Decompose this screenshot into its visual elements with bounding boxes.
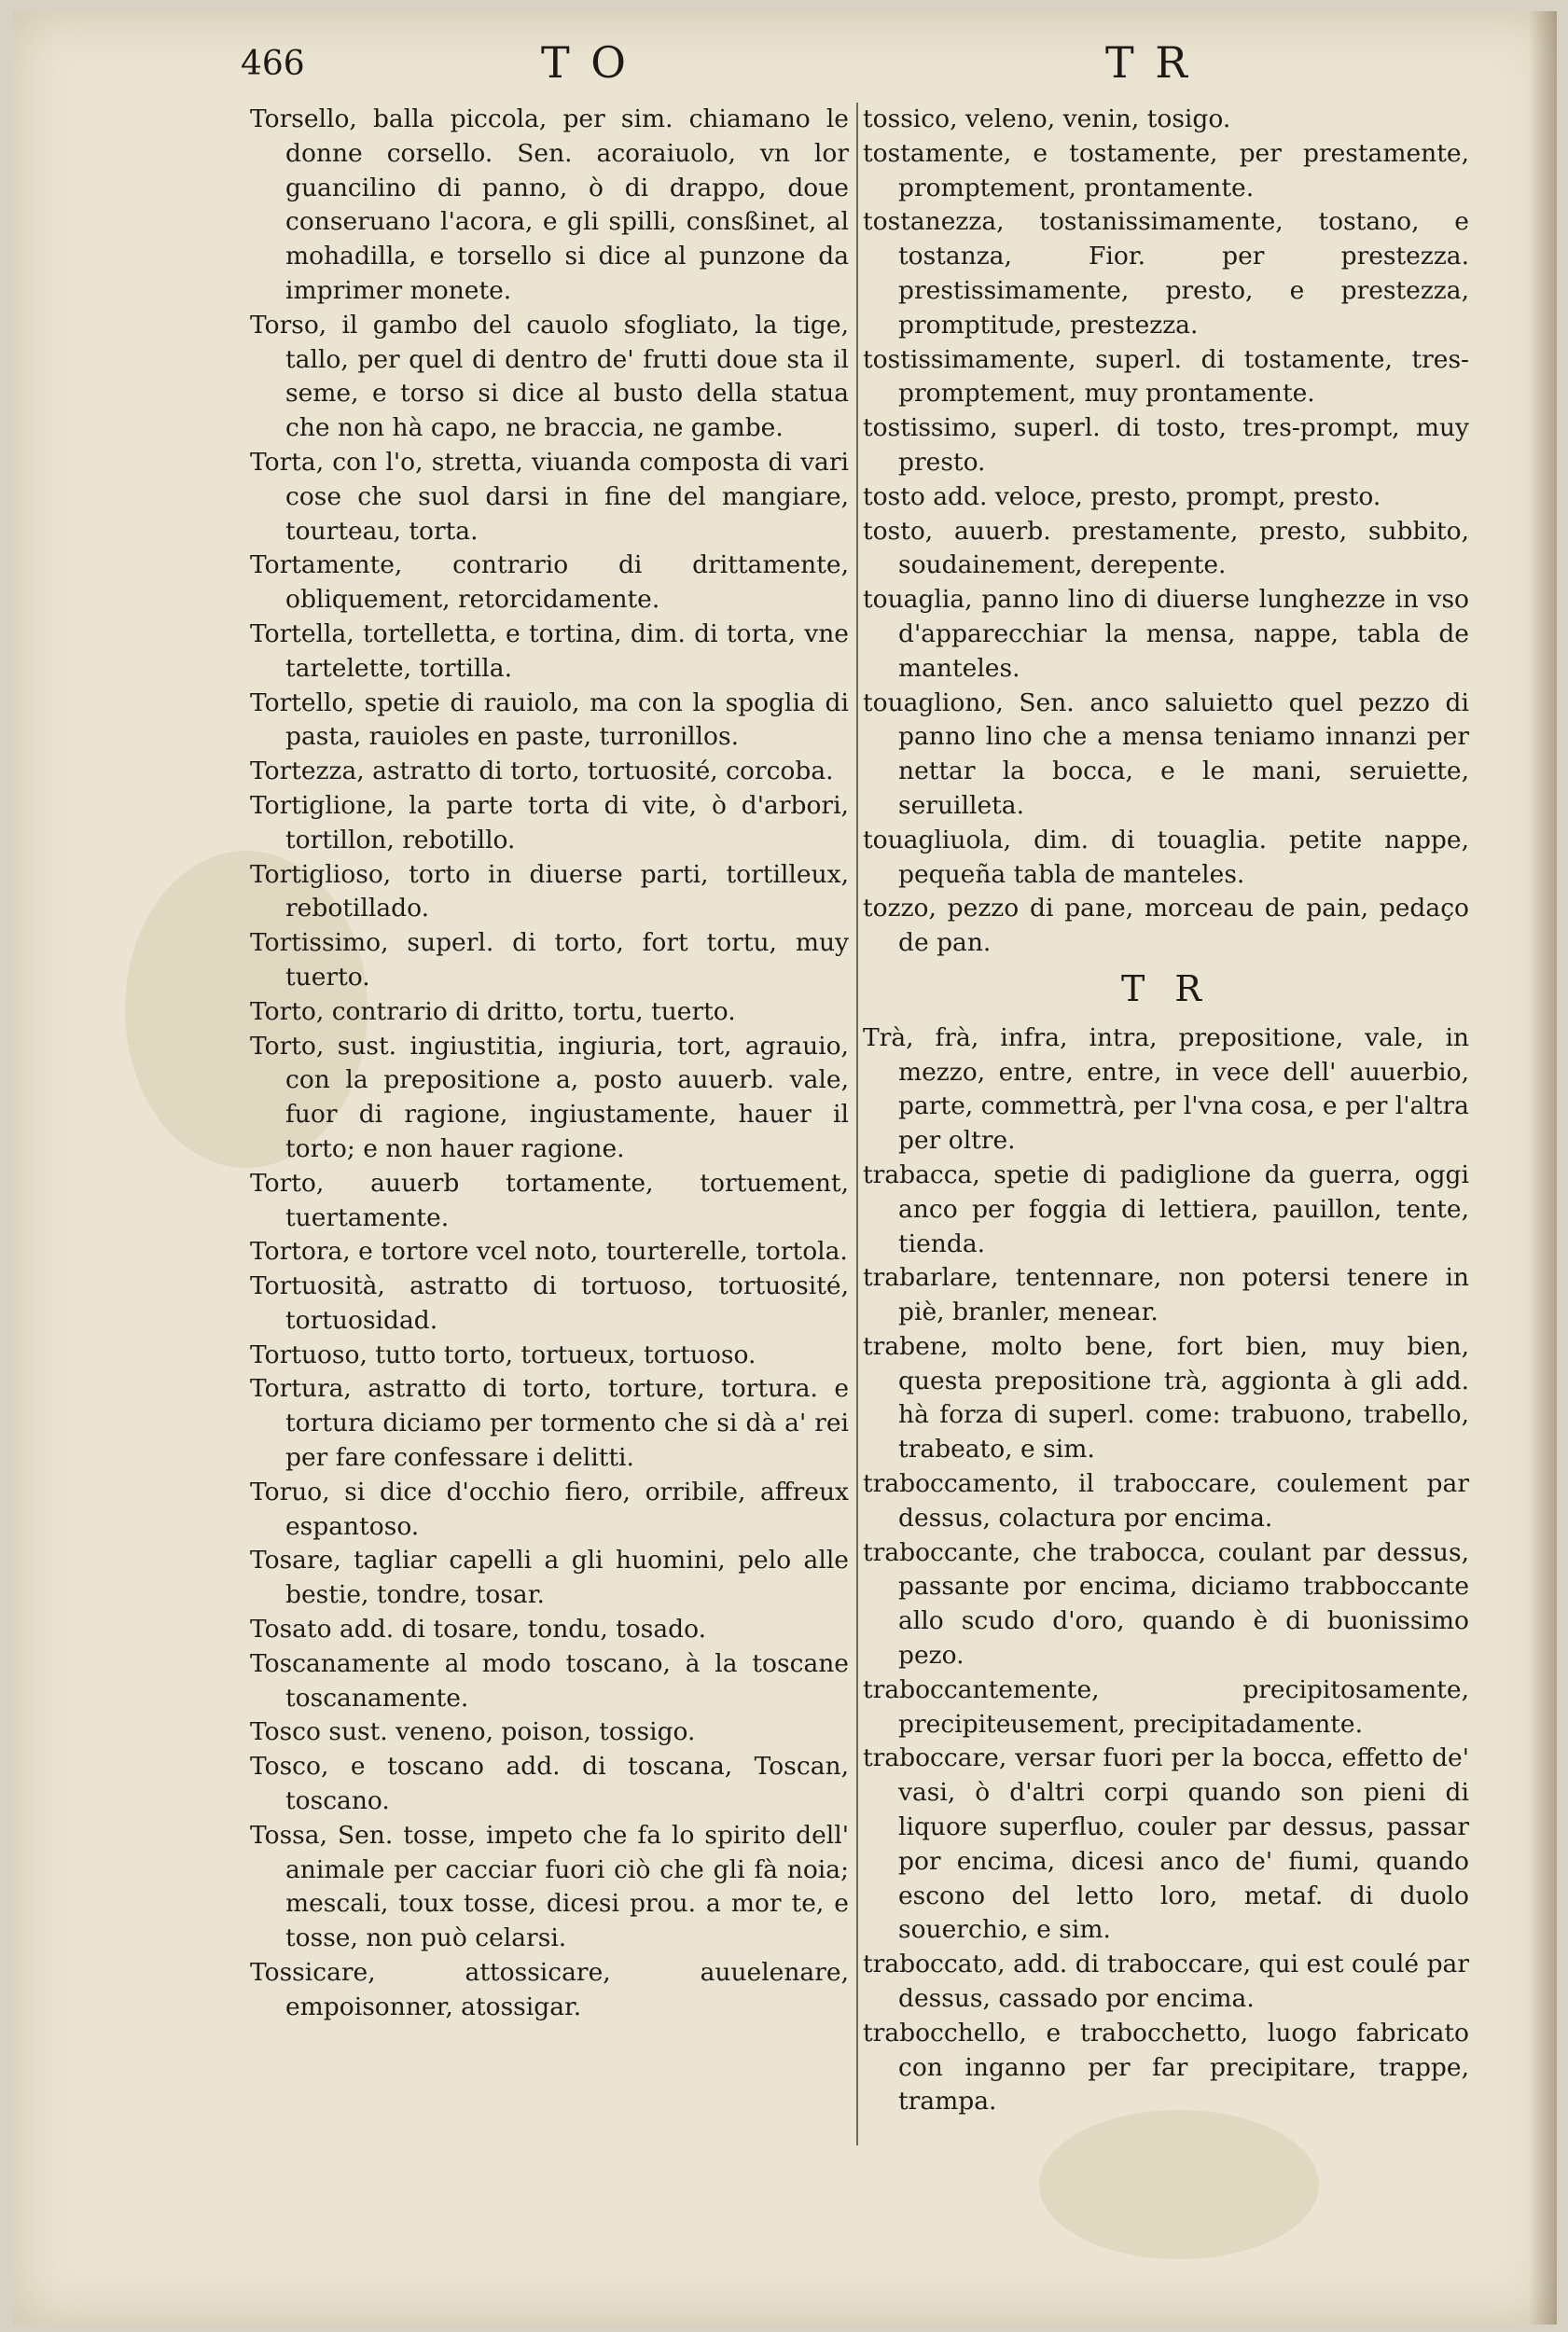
dictionary-entry: Tortiglioso, torto in diuerse parti, tortilleux, rebotillado. (250, 859, 849, 923)
dictionary-entry: Torta, con l'o, stretta, viuanda composta di vari cose che suol darsi in fine del mangiare, tourteau, torta. (250, 447, 849, 546)
right-column-top-entries (863, 103, 1469, 961)
running-header (0, 37, 1568, 103)
right-running-head: T R (1105, 37, 1191, 88)
dictionary-entry: Trà, frà, infra, intra, prepositione, vale, in mezzo, entre, entre, in vece dell' auuerbio, parte, commettrà, per l'vna cosa, e per l'altra per oltre. (863, 1022, 1469, 1156)
dictionary-entry: traboccantemente, precipitosamente, precipiteusement, precipitadamente. (863, 1674, 1469, 1739)
dictionary-entry: tosto add. veloce, presto, prompt, presto. (863, 481, 1381, 511)
dictionary-entry: traboccamento, il traboccare, coulement par dessus, colactura por encima. (863, 1469, 1469, 1533)
dictionary-entry: Torso, il gambo del cauolo sfogliato, la tige, tallo, per quel di dentro de' frutti doue sta il seme, e torso si dice al busto della statua che non hà capo, ne braccia, ne gambe. (250, 310, 849, 443)
dictionary-entry: trabene, molto bene, fort bien, muy bien, questa prepositione trà, aggionta à gli add. hà forza di superl. come: trabuono, trabello, trabeato, e sim. (863, 1331, 1469, 1464)
page-number: 466 (241, 45, 305, 83)
dictionary-entry: Tossa, Sen. tosse, impeto che fa lo spirito dell' animale per cacciar fuori ciò che gli fà noia; mescali, toux tosse, dicesi prou. a mor te, e tosse, non può celarsi. (250, 1820, 849, 1953)
dictionary-entry: Torsello, balla piccola, per sim. chiamano le donne corsello. Sen. acoraiuolo, vn lor guancilino di panno, ò di drappo, doue conseruano l'acora, e gli spilli, consßinet, al mohadilla, e torsello si dice al punzone da imprimer monete. (250, 104, 849, 305)
dictionary-entry: trabarlare, tentennare, non potersi tenere in piè, branler, menear. (863, 1263, 1469, 1327)
section-subheading: T R (1120, 967, 1212, 1009)
dictionary-entry: Tortuosità, astratto di tortuoso, tortuosité, tortuosidad. (250, 1271, 849, 1335)
left-column (250, 103, 849, 2025)
dictionary-entry: tosto, auuerb. prestamente, presto, subbito, soudainement, derepente. (863, 516, 1469, 580)
dictionary-entry: trabacca, spetie di padiglione da guerra, oggi anco per foggia di lettiera, pauillon, tente, tienda. (863, 1159, 1469, 1258)
dictionary-entry: tostamente, e tostamente, per prestamente, promptement, prontamente. (863, 138, 1469, 202)
dictionary-entry: Tortissimo, superl. di torto, fort tortu, muy tuerto. (250, 928, 849, 992)
dictionary-entry: Tortella, tortelletta, e tortina, dim. di torta, vne tartelette, tortilla. (250, 618, 849, 683)
dictionary-entry: Tossicare, attossicare, auuelenare, empoisonner, atossigar. (250, 1958, 849, 2021)
dictionary-entry: Toruo, si dice d'occhio fiero, orribile, affreux espantoso. (250, 1477, 849, 1541)
dictionary-entry: Torto, contrario di dritto, tortu, tuerto. (250, 996, 736, 1026)
dictionary-entry: Tortuoso, tutto torto, tortueux, tortuoso. (250, 1340, 756, 1369)
dictionary-entry: traboccato, add. di traboccare, qui est coulé par dessus, cassado por encima. (863, 1950, 1469, 2014)
dictionary-entry: Tortura, astratto di torto, torture, tortura. e tortura diciamo per tormento che si dà a' rei per fare confessare i delitti. (250, 1374, 849, 1473)
dictionary-entry: tozzo, pezzo di pane, morceau de pain, pedaço de pan. (863, 894, 1469, 958)
dictionary-entry: Tortezza, astratto di torto, tortuosité, corcoba. (250, 757, 834, 786)
dictionary-entry: Torto, sust. ingiustitia, ingiuria, tort, agrauio, con la prepositione a, posto auuerb. vale, fuor di ragione, ingiustamente, hauer il torto; e non hauer ragione. (250, 1031, 849, 1163)
dictionary-entry: Tosato add. di tosare, tondu, tosado. (250, 1615, 707, 1645)
page-spine-shadow (1529, 11, 1557, 2325)
dictionary-entry: Tortora, e tortore vcel noto, tourterelle, tortola. (250, 1237, 848, 1267)
dictionary-entry: Tortiglione, la parte torta di vite, ò d'arbori, tortillon, rebotillo. (250, 790, 849, 854)
dictionary-entry: Tortamente, contrario di drittamente, obliquement, retorcidamente. (250, 550, 849, 615)
dictionary-entry: tostanezza, tostanissimamente, tostano, e tostanza, Fior. per prestezza. prestissimamente, presto, e prestezza, promptitude, prestezza. (863, 207, 1469, 340)
dictionary-entry: Torto, auuerb tortamente, tortuement, tuertamente. (250, 1168, 849, 1232)
right-column-bottom-entries (863, 1021, 1469, 2120)
paper-stain (1039, 2110, 1319, 2259)
dictionary-entry: Tosco, e toscano add. di toscana, Toscan, toscano. (250, 1752, 849, 1816)
column-divider (856, 103, 858, 2145)
dictionary-entry: Tosco sust. veneno, poison, tossigo. (250, 1717, 696, 1747)
dictionary-entry: Tortello, spetie di rauiolo, ma con la spoglia di pasta, rauioles en paste, turronillos. (250, 687, 849, 752)
dictionary-entry: Toscanamente al modo toscano, à la toscane toscanamente. (250, 1648, 849, 1713)
dictionary-entry: touagliono, Sen. anco saluietto quel pezzo di panno lino che a mensa teniamo innanzi per nettar la bocca, e le mani, seruiette, seruilleta. (863, 687, 1469, 820)
dictionary-entry: touaglia, panno lino di diuerse lunghezze in vso d'apparecchiar la mensa, nappe, tabla de manteles. (863, 585, 1469, 683)
dictionary-entry: traboccare, versar fuori per la bocca, effetto de' vasi, ò d'altri corpi quando son pieni di liquore superfluo, couler par dessus, passar por encima, dicesi anco de' fiumi, quando escono del letto loro, metaf. di duolo souerchio, e sim. (863, 1743, 1469, 1945)
left-running-head: T O (541, 37, 631, 88)
dictionary-entry: touagliuola, dim. di touaglia. petite nappe, pequeña tabla de manteles. (863, 825, 1469, 889)
dictionary-entry: tossico, veleno, venin, tosigo. (863, 104, 1231, 133)
dictionary-entry: trabocchello, e trabocchetto, luogo fabricato con inganno per far precipitare, trappe, trampa. (863, 2018, 1469, 2117)
dictionary-entry: tostissimo, superl. di tosto, tres-prompt, muy presto. (863, 413, 1469, 477)
dictionary-entry: Tosare, tagliar capelli a gli huomini, pelo alle bestie, tondre, tosar. (250, 1546, 849, 1610)
dictionary-entry: traboccante, che trabocca, coulant par dessus, passante por encima, diciamo trabboccante allo scudo d'oro, quando è di buonissimo pezo. (863, 1537, 1469, 1671)
dictionary-entry: tostissimamente, superl. di tostamente, tres-promptement, muy prontamente. (863, 344, 1469, 409)
right-column (863, 103, 1469, 2119)
